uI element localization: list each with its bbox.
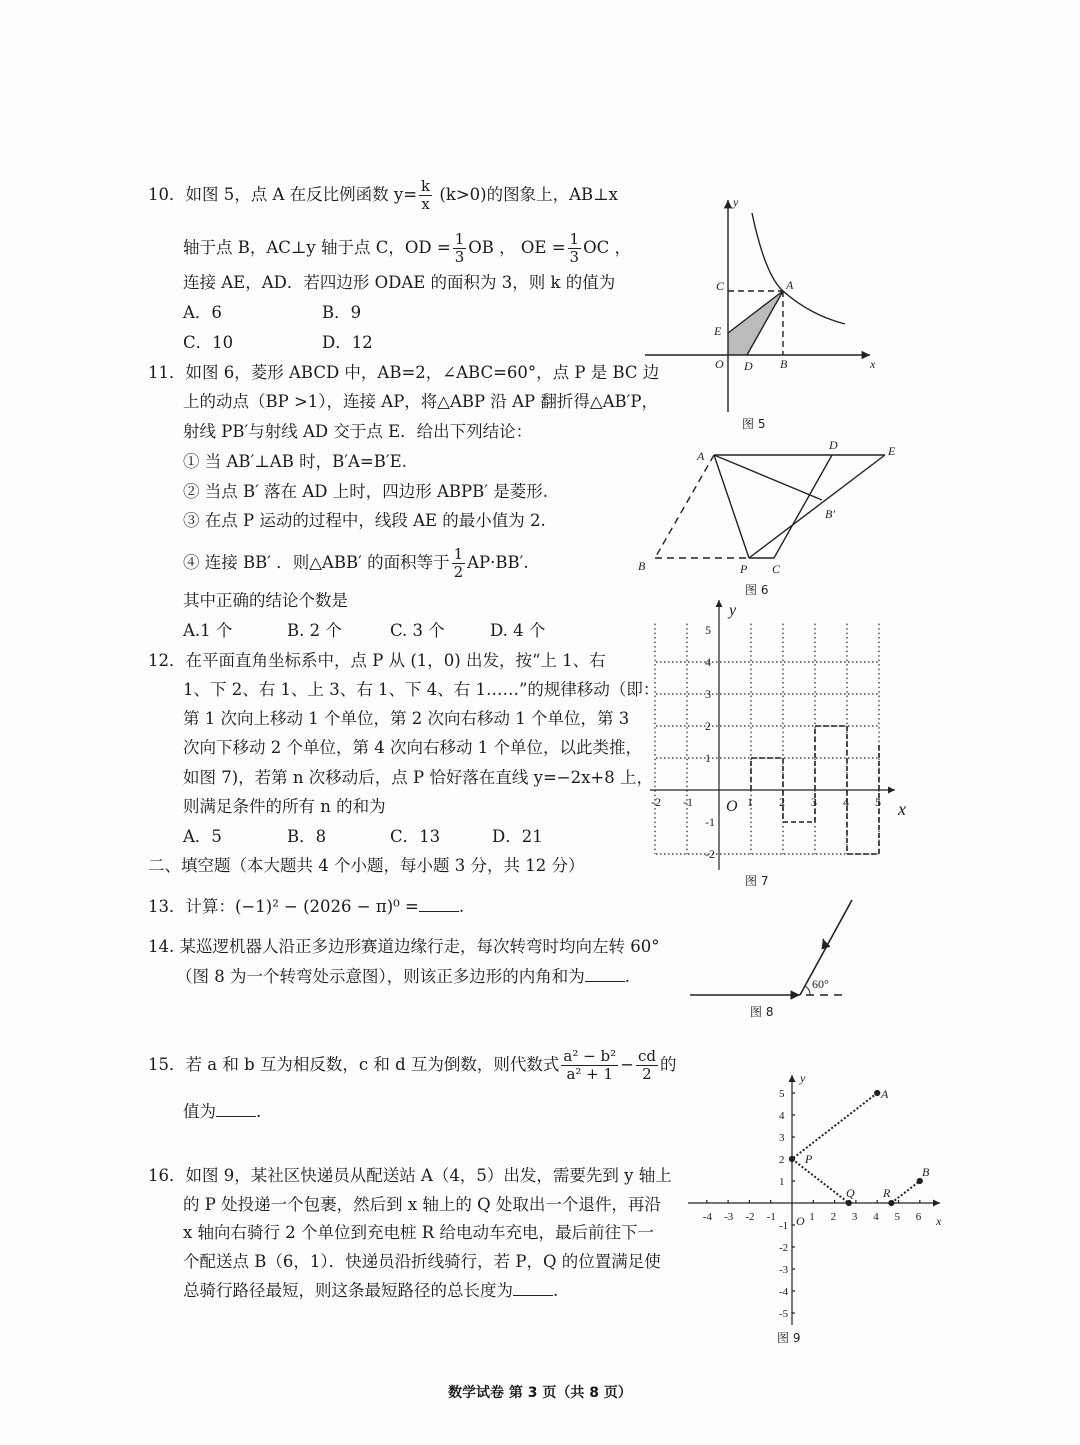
label: x bbox=[870, 357, 876, 371]
text: 15．若 a 和 b 互为相反数，c 和 d 互为倒数，则代数式 bbox=[148, 1055, 560, 1074]
text: ④ 连接 BB′ ．则△ABB′ 的面积等于 bbox=[183, 553, 450, 572]
y-tick-label: -3 bbox=[779, 1264, 789, 1276]
label: B bbox=[922, 1165, 930, 1179]
denominator: 3 bbox=[569, 248, 580, 266]
axis-label: O bbox=[726, 798, 738, 815]
conclusion-1: ① 当 AB′⊥AB 时，B′A=B′E. bbox=[183, 452, 407, 471]
q14-line1: 14. 某巡逻机器人沿正多边形赛道边缘行走，每次转弯时均向左转 60° bbox=[148, 937, 660, 956]
option-b: B．8 bbox=[287, 827, 327, 846]
label: A bbox=[881, 1087, 889, 1101]
option-d: D. 4 个 bbox=[490, 621, 546, 640]
q12-line: 次向下移动 2 个单位，第 4 次向右移动 1 个单位，以此类推， bbox=[183, 738, 642, 757]
label: B bbox=[780, 357, 788, 371]
axis-label: y bbox=[729, 602, 737, 619]
text: . bbox=[553, 1281, 559, 1300]
y-tick-label: 3 bbox=[779, 1132, 785, 1144]
x-tick-label: -2 bbox=[745, 1211, 755, 1223]
x-tick-label: 2 bbox=[830, 1211, 837, 1223]
point bbox=[889, 1201, 894, 1206]
conclusion-2: ② 当点 B′ 落在 AD 上时，四边形 ABPB′ 是菱形. bbox=[183, 482, 548, 501]
label: E bbox=[888, 444, 896, 458]
y-tick-label: -1 bbox=[705, 815, 715, 829]
label: x bbox=[936, 1214, 942, 1228]
text: 10．如图 5，点 A 在反比例函数 y= bbox=[148, 185, 418, 204]
q12-line: 第 1 次向上移动 1 个单位，第 2 次向右移动 1 个单位，第 3 bbox=[183, 709, 630, 728]
label: y bbox=[733, 195, 739, 209]
option-b: B. 2 个 bbox=[287, 621, 342, 640]
label: P bbox=[805, 1152, 813, 1166]
text: 的 bbox=[659, 1055, 677, 1074]
figure-caption: 图 9 bbox=[777, 1331, 801, 1345]
label: P bbox=[740, 562, 748, 576]
y-tick-label: 3 bbox=[705, 687, 711, 701]
point bbox=[790, 1157, 795, 1162]
x-tick-label: 4 bbox=[843, 795, 849, 809]
q16-line: x 轴向右骑行 2 个单位到充电桩 R 给电动车充电，最后前往下一 bbox=[183, 1223, 654, 1242]
option-b: B．9 bbox=[322, 303, 362, 322]
y-tick-label: 4 bbox=[779, 1110, 785, 1122]
x-tick-label: 5 bbox=[875, 795, 881, 809]
figure-9 bbox=[688, 1071, 942, 1345]
path-dotted bbox=[792, 1093, 877, 1203]
point bbox=[846, 1201, 851, 1206]
label: A bbox=[786, 278, 794, 292]
y-tick-label: -1 bbox=[779, 1220, 789, 1232]
label: D bbox=[744, 359, 753, 373]
y-tick-label: 4 bbox=[705, 655, 711, 669]
point bbox=[875, 1091, 880, 1096]
figure-caption: 图 5 bbox=[742, 417, 766, 431]
x-tick-label: -2 bbox=[651, 795, 661, 809]
denominator: 2 bbox=[453, 563, 464, 581]
y-tick-label: -4 bbox=[779, 1286, 789, 1298]
numerator: 1 bbox=[454, 230, 465, 248]
denominator: x bbox=[421, 195, 430, 213]
label: O bbox=[715, 357, 724, 371]
label: D bbox=[829, 438, 838, 452]
label: y bbox=[800, 1071, 806, 1085]
figure-6 bbox=[638, 438, 896, 597]
x-tick-label: 4 bbox=[873, 1211, 879, 1223]
option-c: C．13 bbox=[390, 827, 441, 846]
figure-caption: 图 6 bbox=[745, 583, 769, 597]
text: 13．计算：(−1)² − (2026 − π)⁰ = bbox=[148, 897, 419, 916]
figure-8 bbox=[690, 900, 852, 1019]
y-tick-label: -5 bbox=[779, 1308, 789, 1320]
text: OB ， OE = bbox=[468, 238, 566, 257]
y-tick-label: 2 bbox=[705, 719, 711, 733]
q11-ask: 其中正确的结论个数是 bbox=[183, 591, 348, 610]
section-heading: 二、填空题（本大题共 4 个小题，每小题 3 分，共 12 分） bbox=[148, 856, 585, 875]
figure-caption: 图 8 bbox=[750, 1005, 774, 1019]
x-tick-label: 3 bbox=[851, 1211, 858, 1223]
option-c: C. 3 个 bbox=[390, 621, 445, 640]
option-d: D．21 bbox=[492, 827, 543, 846]
text: 值为 bbox=[183, 1102, 216, 1121]
text: (k>0)的图象上，AB⊥x bbox=[434, 185, 618, 204]
text: . bbox=[256, 1102, 262, 1121]
y-tick-label: 1 bbox=[705, 751, 711, 765]
figure-7 bbox=[650, 600, 906, 888]
axis-label: x bbox=[898, 799, 906, 819]
path-dotted bbox=[891, 1181, 919, 1203]
angle-label: 60° bbox=[812, 977, 829, 991]
text: 总骑行路径最短，则这条最短路径的总长度为 bbox=[183, 1281, 513, 1300]
label: C bbox=[772, 562, 781, 576]
denominator: 2 bbox=[642, 1065, 652, 1083]
x-tick-label: -1 bbox=[766, 1211, 776, 1223]
shaded-quadrilateral bbox=[728, 291, 783, 355]
x-tick-label: 2 bbox=[779, 795, 785, 809]
text: . bbox=[458, 897, 465, 916]
option-a: A．5 bbox=[183, 827, 222, 846]
label: C bbox=[716, 279, 725, 293]
q16-line: 个配送点 B（6，1）．快递员沿折线骑行，若 P，Q 的位置满足使 bbox=[183, 1252, 661, 1271]
y-tick-label: 5 bbox=[779, 1088, 785, 1100]
q11-line1: 11．如图 6，菱形 ABCD 中，AB=2，∠ABC=60°，点 P 是 BC 边 bbox=[148, 363, 660, 382]
numerator: 1 bbox=[453, 545, 464, 563]
numerator: 1 bbox=[569, 230, 580, 248]
q12-line: 1、下 2、右 1、上 3、右 1、下 4、右 1……”的规律移动（即： bbox=[183, 680, 660, 699]
y-tick-label: 1 bbox=[779, 1176, 785, 1188]
x-tick-label: -1 bbox=[683, 795, 693, 809]
option-a: A．6 bbox=[183, 303, 222, 322]
label: E bbox=[714, 324, 722, 338]
numerator: k bbox=[421, 177, 431, 195]
numerator: cd bbox=[637, 1047, 656, 1065]
text: 轴于点 B，AC⊥y 轴于点 C，OD = bbox=[183, 238, 451, 257]
point bbox=[917, 1179, 922, 1184]
denominator: a² + 1 bbox=[566, 1065, 614, 1083]
y-tick-label: -2 bbox=[779, 1242, 789, 1254]
q12-line: 如图 7)，若第 n 次移动后，点 P 恰好落在直线 y=−2x+8 上， bbox=[183, 768, 653, 787]
figure-5 bbox=[645, 195, 876, 431]
x-tick-label: -4 bbox=[702, 1211, 712, 1223]
x-tick-label: 3 bbox=[811, 795, 817, 809]
label: B′ bbox=[825, 507, 835, 521]
text: − bbox=[620, 1055, 634, 1074]
option-d: D．12 bbox=[322, 333, 373, 352]
q12-line: 12．在平面直角坐标系中，点 P 从 (1，0) 出发，按“上 1、右 bbox=[148, 651, 606, 670]
q16-line: 的 P 处投递一个包裹，然后到 x 轴上的 Q 处取出一个退件，再沿 bbox=[183, 1195, 661, 1214]
option-a: A.1 个 bbox=[183, 621, 233, 640]
page-footer: 数学试卷 第 3 页（共 8 页） bbox=[448, 1385, 632, 1401]
text: AP·BB′. bbox=[467, 553, 529, 572]
q11-line2: 上的动点（BP >1），连接 AP，将△ABP 沿 AP 翻折得△AB′P， bbox=[183, 392, 658, 411]
option-c: C．10 bbox=[183, 333, 234, 352]
label: O bbox=[796, 1214, 805, 1228]
x-tick-label: -3 bbox=[724, 1211, 734, 1223]
numerator: a² − b² bbox=[563, 1047, 617, 1065]
q11-line3: 射线 PB′与射线 AD 交于点 E．给出下列结论： bbox=[183, 422, 533, 441]
x-tick-label: 6 bbox=[915, 1211, 922, 1223]
figure-caption: 图 7 bbox=[745, 874, 769, 888]
label: R bbox=[883, 1186, 891, 1200]
x-tick-label: 1 bbox=[809, 1211, 815, 1223]
q10-line3: 连接 AE，AD．若四边形 ODAE 的面积为 3，则 k 的值为 bbox=[183, 273, 616, 292]
denominator: 3 bbox=[454, 248, 465, 266]
x-tick-label: 5 bbox=[894, 1211, 900, 1223]
label: A bbox=[697, 449, 705, 463]
conclusion-3: ③ 在点 P 运动的过程中，线段 AE 的最小值为 2. bbox=[183, 511, 546, 530]
q16-line: 16．如图 9，某社区快递员从配送站 A（4，5）出发，需要先到 y 轴上 bbox=[148, 1166, 672, 1185]
text: . bbox=[624, 967, 630, 986]
x-tick-label: 1 bbox=[747, 795, 753, 809]
label: B bbox=[638, 559, 646, 573]
q12-line: 则满足条件的所有 n 的和为 bbox=[183, 797, 386, 816]
y-tick-label: 2 bbox=[779, 1154, 785, 1166]
y-tick-label: 5 bbox=[705, 623, 711, 637]
y-tick-label: -2 bbox=[705, 847, 715, 861]
text: OC ， bbox=[583, 238, 631, 257]
label: Q bbox=[846, 1186, 855, 1200]
text: （图 8 为一个转弯处示意图），则该正多边形的内角和为 bbox=[176, 967, 585, 986]
